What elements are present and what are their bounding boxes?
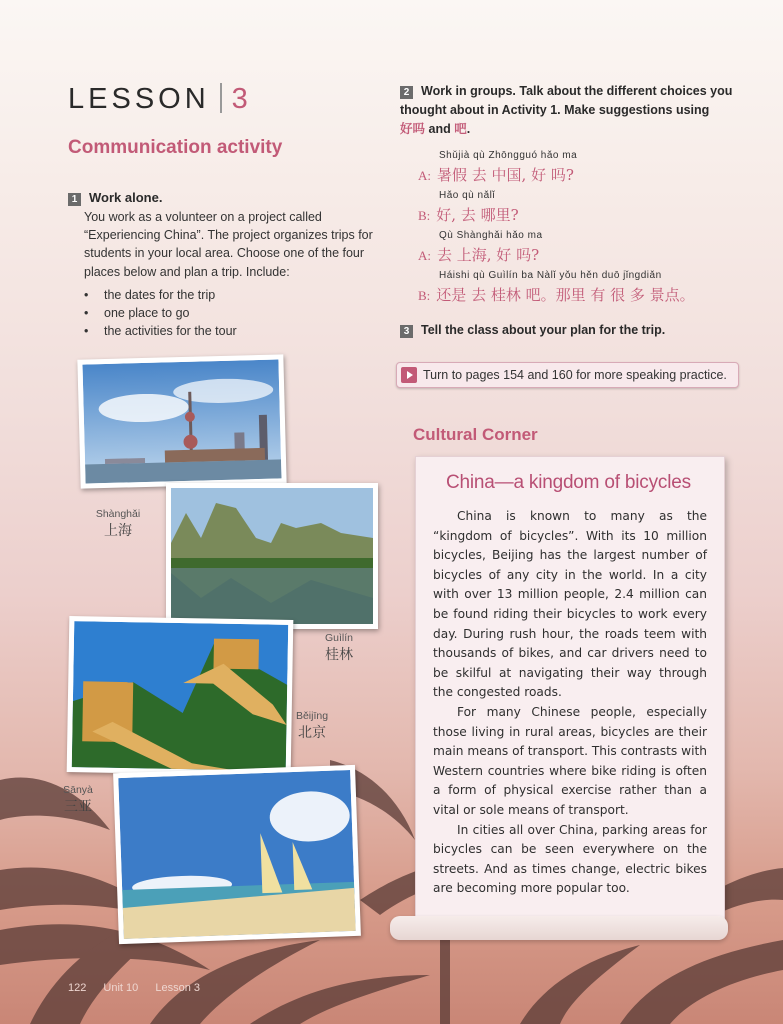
- dialog-speaker: B:: [418, 208, 431, 223]
- article-paragraph: In cities all over China, parking areas for bicycles can be seen everywhere on the streets. And as times change, electric bikes are becoming more popular too.: [433, 822, 707, 896]
- dialog-line: [418, 150, 758, 186]
- article-paragraph: China is known to many as the “kingdom of bicycles”. With its 10 million bicycles, Beijing has the largest number of bicycles of any city in the world. In a city with over 13 million people, 2.4 million can be found riding their bicycles to work every day. During rush hour, the roads teem with thousands of bikes, and car drivers need to be skilful at navigating their way through the congested roads.: [433, 509, 707, 700]
- activity3-number: 3: [400, 325, 413, 338]
- activity1-heading-text: Work alone.: [89, 190, 163, 205]
- dialog: [418, 150, 758, 310]
- article-title: China—a kingdom of bicycles: [446, 472, 691, 493]
- dialog-hanzi: 去 上海, 好 吗?: [437, 246, 540, 264]
- activity3-instruction: [400, 323, 665, 338]
- city-hanzi: 桂林: [325, 647, 353, 663]
- activity2-instruction: [400, 82, 735, 139]
- lesson-number: 3: [231, 83, 248, 115]
- dialog-pinyin: Hǎo qù nǎlǐ: [439, 190, 496, 201]
- activity1-heading: [68, 190, 162, 206]
- beijing-photo: [67, 616, 294, 776]
- dialog-hanzi: 还是 去 桂林 吧。那里 有 很 多 景点。: [436, 286, 695, 304]
- city-pinyin: Shànghǎi: [95, 508, 141, 520]
- article-paragraph: For many Chinese people, especially those living in rural areas, bicycles are their main means of transport. This contrasts with Western countries where bike riding is often a form of physical exercise rather than a vital or sole means of transport.: [433, 704, 707, 817]
- page-number: 122: [68, 982, 87, 994]
- city-hanzi: 北京: [298, 725, 326, 741]
- dialog-speaker: A:: [418, 248, 431, 263]
- title-divider: [220, 83, 222, 113]
- dialog-line: [418, 270, 758, 306]
- city-hanzi: 上海: [104, 523, 132, 539]
- activity2-number: 2: [400, 86, 413, 99]
- city-label-shanghai: [88, 508, 148, 540]
- city-hanzi: 三亚: [64, 799, 92, 815]
- arrow-right-icon: [401, 367, 417, 383]
- guilin-photo: [166, 483, 378, 629]
- dialog-speaker: B:: [418, 288, 431, 303]
- turn-to-pages-link[interactable]: [396, 362, 739, 388]
- page-footer: [68, 982, 214, 994]
- activity2-and: and: [428, 122, 451, 136]
- dialog-pinyin: Háishi qù Guìlín ba Nàlǐ yǒu hěn duō jǐngdiǎn: [439, 270, 662, 281]
- bullet-item: • the dates for the trip: [84, 286, 374, 304]
- cultural-corner-heading: Cultural Corner: [413, 425, 538, 444]
- activity1-text: You work as a volunteer on a project called “Experiencing China”. The project organizes trips for students in your local area. Choose one of the four places below and plan a trip. Include:: [84, 210, 373, 279]
- lesson-word: LESSON: [68, 83, 210, 115]
- dialog-speaker: A:: [418, 168, 431, 183]
- activity2-cn-hao-ma: 好吗: [400, 122, 426, 136]
- dialog-line: [418, 190, 758, 226]
- city-label-sanya: [52, 784, 104, 816]
- activity1-bullets: [84, 286, 374, 340]
- bullet-item: • one place to go: [84, 304, 374, 322]
- dialog-pinyin: Qù Shànghǎi hǎo ma: [439, 230, 543, 241]
- city-pinyin: Guìlín: [324, 632, 353, 644]
- city-pinyin: Sānyà: [63, 784, 93, 796]
- activity3-text: Tell the class about your plan for the trip.: [421, 323, 666, 337]
- lesson-title: [68, 83, 248, 116]
- dialog-hanzi: 暑假 去 中国, 好 吗?: [437, 166, 574, 184]
- footer-lesson: Lesson 3: [155, 982, 200, 994]
- turn-to-pages-text: Turn to pages 154 and 160 for more speaking practice.: [423, 368, 727, 382]
- scroll-roll-decoration: [390, 916, 728, 940]
- bullet-item: • the activities for the tour: [84, 322, 374, 340]
- dialog-line: [418, 230, 758, 266]
- city-pinyin: Běijīng: [295, 710, 329, 722]
- activity2-end: .: [466, 122, 471, 136]
- shanghai-photo: [77, 354, 286, 488]
- activity1-number: 1: [68, 193, 81, 206]
- sanya-photo: [113, 765, 361, 944]
- city-label-beijing: [284, 710, 340, 742]
- footer-unit: Unit 10: [103, 982, 139, 994]
- activity2-text: Work in groups. Talk about the different choices you thought about in Activity 1. Make suggestions using: [400, 84, 733, 117]
- dialog-hanzi: 好, 去 哪里?: [436, 206, 519, 224]
- activity2-cn-ba: 吧: [454, 122, 467, 136]
- article-body: [433, 507, 707, 899]
- dialog-pinyin: Shǔjià qù Zhōngguó hǎo ma: [439, 150, 578, 161]
- city-label-guilin: [312, 632, 366, 664]
- section-title: Communication activity: [68, 137, 283, 158]
